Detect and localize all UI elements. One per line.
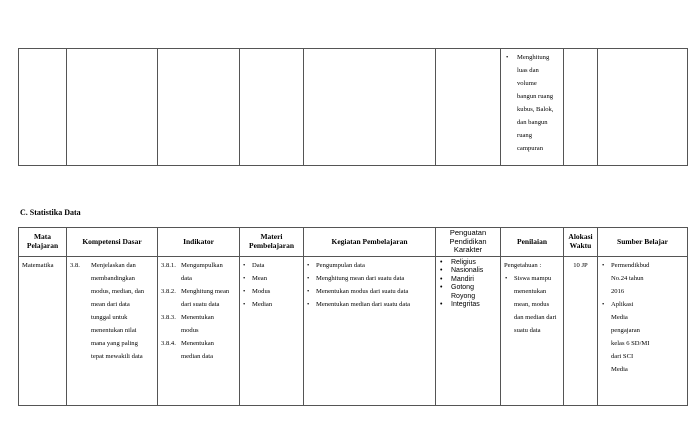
- header-materi: Materi Pembelajaran: [240, 228, 304, 257]
- list-item: • Gotong Royong: [439, 284, 497, 301]
- header-kompetensi-dasar: Kompetensi Dasar: [67, 228, 158, 257]
- previous-table-assessment-cell: [501, 49, 564, 166]
- cell-sumber-belajar: [598, 256, 688, 405]
- indikator-item: 3.8.2. Menghitung mean dari suatu data: [161, 287, 230, 308]
- cell-kegiatan: [304, 256, 436, 405]
- list-item: • Integritas: [439, 301, 497, 310]
- header-indikator: Indikator: [158, 228, 240, 257]
- cell-mata-pelajaran: Matematika: [19, 256, 67, 405]
- list-item: • Data: [243, 259, 300, 272]
- list-item: • Religius: [439, 259, 497, 268]
- header-row: [19, 228, 688, 257]
- cell-indikator: [158, 256, 240, 405]
- header-penilaian: Penilaian: [501, 228, 564, 257]
- header-sumber-belajar: Sumber Belajar: [598, 228, 688, 257]
- list-item: • Menghitung mean dari suatu data: [307, 272, 432, 285]
- cell-alokasi-waktu: 10 JP: [564, 256, 598, 405]
- list-item: • Menentukan modus dari suatu data: [307, 285, 432, 298]
- header-alokasi-waktu: Alokasi Waktu: [564, 228, 598, 257]
- list-item: • Median: [243, 298, 300, 311]
- lesson-plan-table: [18, 227, 688, 406]
- header-kegiatan: Kegiatan Pembelajaran: [304, 228, 436, 257]
- list-item: • Permendikbud No.24 tahun 2016: [602, 261, 650, 295]
- bullet-item: • Menghitung luas dan volume bangun ruang kubus, Balok, dan bangun ruang campuran: [506, 54, 554, 152]
- list-item: • Menentukan median dari suatu data: [307, 298, 432, 311]
- list-item: • Pengumpulan data: [307, 259, 432, 272]
- list-item: • Modus: [243, 285, 300, 298]
- cell-materi: [240, 256, 304, 405]
- table-row: [19, 256, 688, 405]
- previous-table: [18, 48, 688, 166]
- cell-kompetensi-dasar: 3.8. Menjelaskan dan membandingkan modus, median, dan mean dari data tunggal untuk menentukan nilai mana yang paling tepat mewakili data: [67, 256, 158, 405]
- cell-penguatan-karakter: [436, 256, 501, 405]
- cell-penilaian: Pengetahuan : • Siswa mampu menentukan mean, modus dan median dari suatu data: [501, 256, 564, 405]
- list-item: • Aplikasi Media pengajaran kelas 6 SD/MI dari SCI Media: [602, 300, 650, 373]
- list-item: • Nasionalis: [439, 267, 497, 276]
- list-item: • Mandiri: [439, 276, 497, 285]
- indikator-item: 3.8.1. Mengumpulkan data: [161, 261, 223, 282]
- header-penguatan-karakter: Penguatan Pendidikan Karakter: [436, 228, 501, 257]
- indikator-item: 3.8.4. Menentukan median data: [161, 339, 214, 360]
- list-item: • Mean: [243, 272, 300, 285]
- indikator-item: 3.8.3. Menentukan modus: [161, 313, 214, 334]
- list-item: • Siswa mampu menentukan mean, modus dan median dari suatu data: [505, 274, 557, 334]
- header-mata-pelajaran: Mata Pelajaran: [19, 228, 67, 257]
- section-heading: C. Statistika Data: [20, 208, 81, 217]
